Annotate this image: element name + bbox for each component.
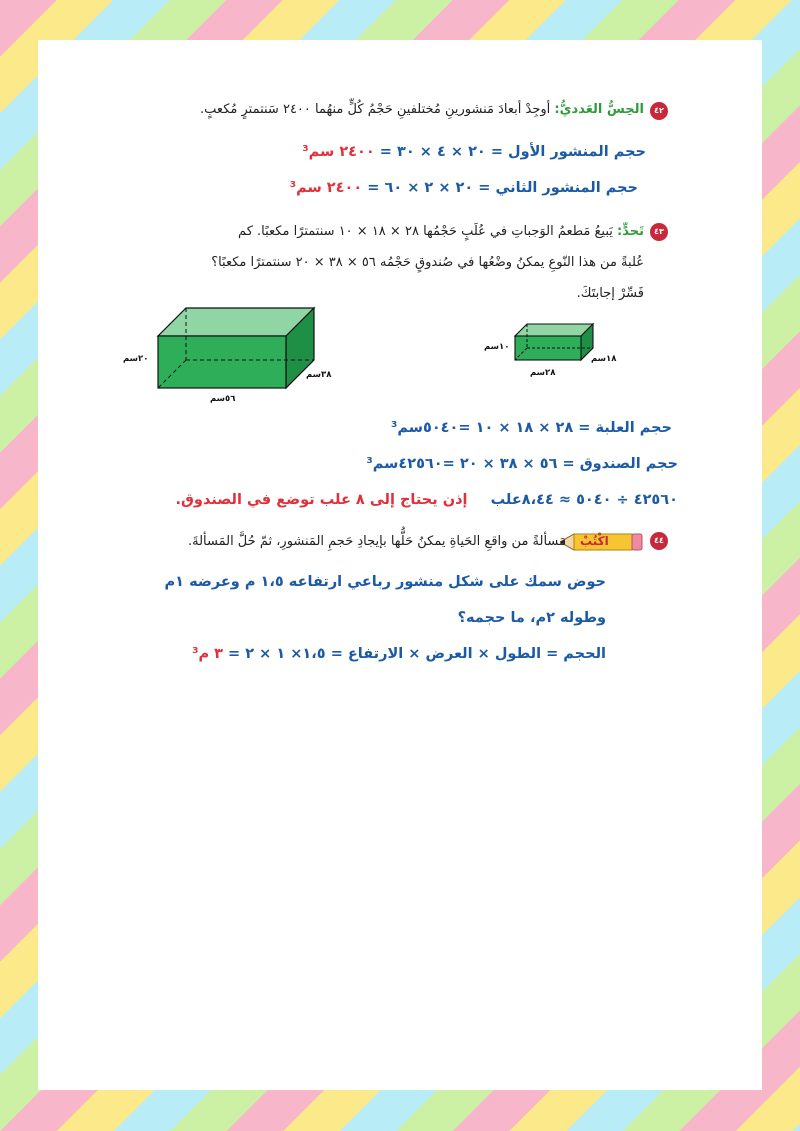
question-43-line-1: [238, 224, 644, 239]
question-number-badge: ٤٣: [650, 223, 668, 241]
question-43-label: تَحدٍّ:: [617, 224, 644, 239]
q44-volume-result: ٣ م³: [192, 646, 223, 662]
answer-prism-2-result: ٢٤٠٠ سم³: [289, 180, 363, 196]
question-43-line-2: عُلبةً من هذا النّوعِ يمكنُ وضْعُها في صُندوقٍ حَجْمُه ٥٦ × ٣٨ × ٢٠ سنتمترًا مكعبًا؟: [211, 255, 644, 270]
worksheet-page: [38, 40, 762, 1090]
question-number-badge: ٤٢: [650, 102, 668, 120]
small-box-width-label: ٢٨سم: [530, 368, 556, 378]
question-43-prompt-1: يَبيعُ مَطعمُ الوَجباتِ في عُلَبٍ حَجْمُها ٢٨ × ١٨ × ١٠ سنتمترًا مكعبًا. كم: [238, 224, 613, 239]
question-42-label: الحِسُّ العَدديُّ:: [554, 102, 644, 117]
answer-prism-2: [290, 180, 638, 196]
q44-answer-line-2: وطوله ٢م، ما حجمه؟: [457, 610, 606, 626]
box-volume-calculation: حجم الصندوق = ٥٦ × ٣٨ × ٢٠ =٤٢٥٦٠سم³: [366, 456, 678, 472]
small-box-depth-label: ١٨سم: [591, 354, 617, 364]
answer-prism-2-expression: حجم المنشور الثاني = ٢٠ × ٢ × ٦٠ =: [367, 180, 638, 196]
division-expression: ٤٢٥٦٠ ÷ ٥٠٤٠ ≈ ٨،٤٤علب: [490, 492, 678, 508]
answer-prism-1: [302, 144, 646, 160]
question-43-line-3: فَسِّرْ إجابتَكَ.: [576, 286, 644, 301]
big-box-width-label: ٥٦سم: [210, 394, 236, 404]
can-volume-calculation: حجم العلبة = ٢٨ × ١٨ × ١٠ =٥٠٤٠سم³: [390, 420, 672, 436]
question-number-badge: ٤٤: [650, 532, 668, 550]
question-42-prompt: أوجِدْ أبعادَ مَنشورينِ مُختلفينِ حَجْمُ كُلٍّ منهُما ٢٤٠٠ سَنتمترٍ مُكعبٍ.: [200, 102, 551, 117]
small-box-diagram: [513, 322, 595, 362]
write-label: اكْتُبْ: [580, 534, 609, 548]
answer-prism-1-result: ٢٤٠٠ سم³: [302, 144, 375, 160]
q44-answer-line-1: حوض سمك على شكل منشور رباعي ارتفاعه ١،٥ م وعرضه ١م: [164, 574, 606, 590]
big-box-diagram: [156, 306, 318, 390]
q44-answer-line-3: [192, 646, 606, 662]
division-calculation: [175, 492, 678, 508]
big-box-height-label: ٢٠سم: [123, 354, 149, 364]
question-42-text: [200, 102, 644, 117]
small-box-height-label: ١٠سم: [484, 342, 510, 352]
write-pencil-icon: [560, 532, 644, 552]
big-box-depth-label: ٣٨سم: [306, 370, 332, 380]
question-44-prompt: مَسألةً من واقعِ الحَياةِ يمكنُ حَلُّها بإيجادِ حَجمِ المَنشورِ، ثمّ حُلَّ المَسألةَ.: [187, 534, 566, 549]
final-conclusion: إذن يحتاج إلى ٨ علب توضع في الصندوق.: [175, 492, 468, 508]
big-box-front-face: [158, 336, 286, 388]
answer-prism-1-expression: حجم المنشور الأول = ٢٠ × ٤ × ٣٠ =: [379, 144, 646, 160]
q44-volume-expression: الحجم = الطول × العرض × الارتفاع = ١،٥× ١ × ٢ =: [228, 646, 606, 662]
